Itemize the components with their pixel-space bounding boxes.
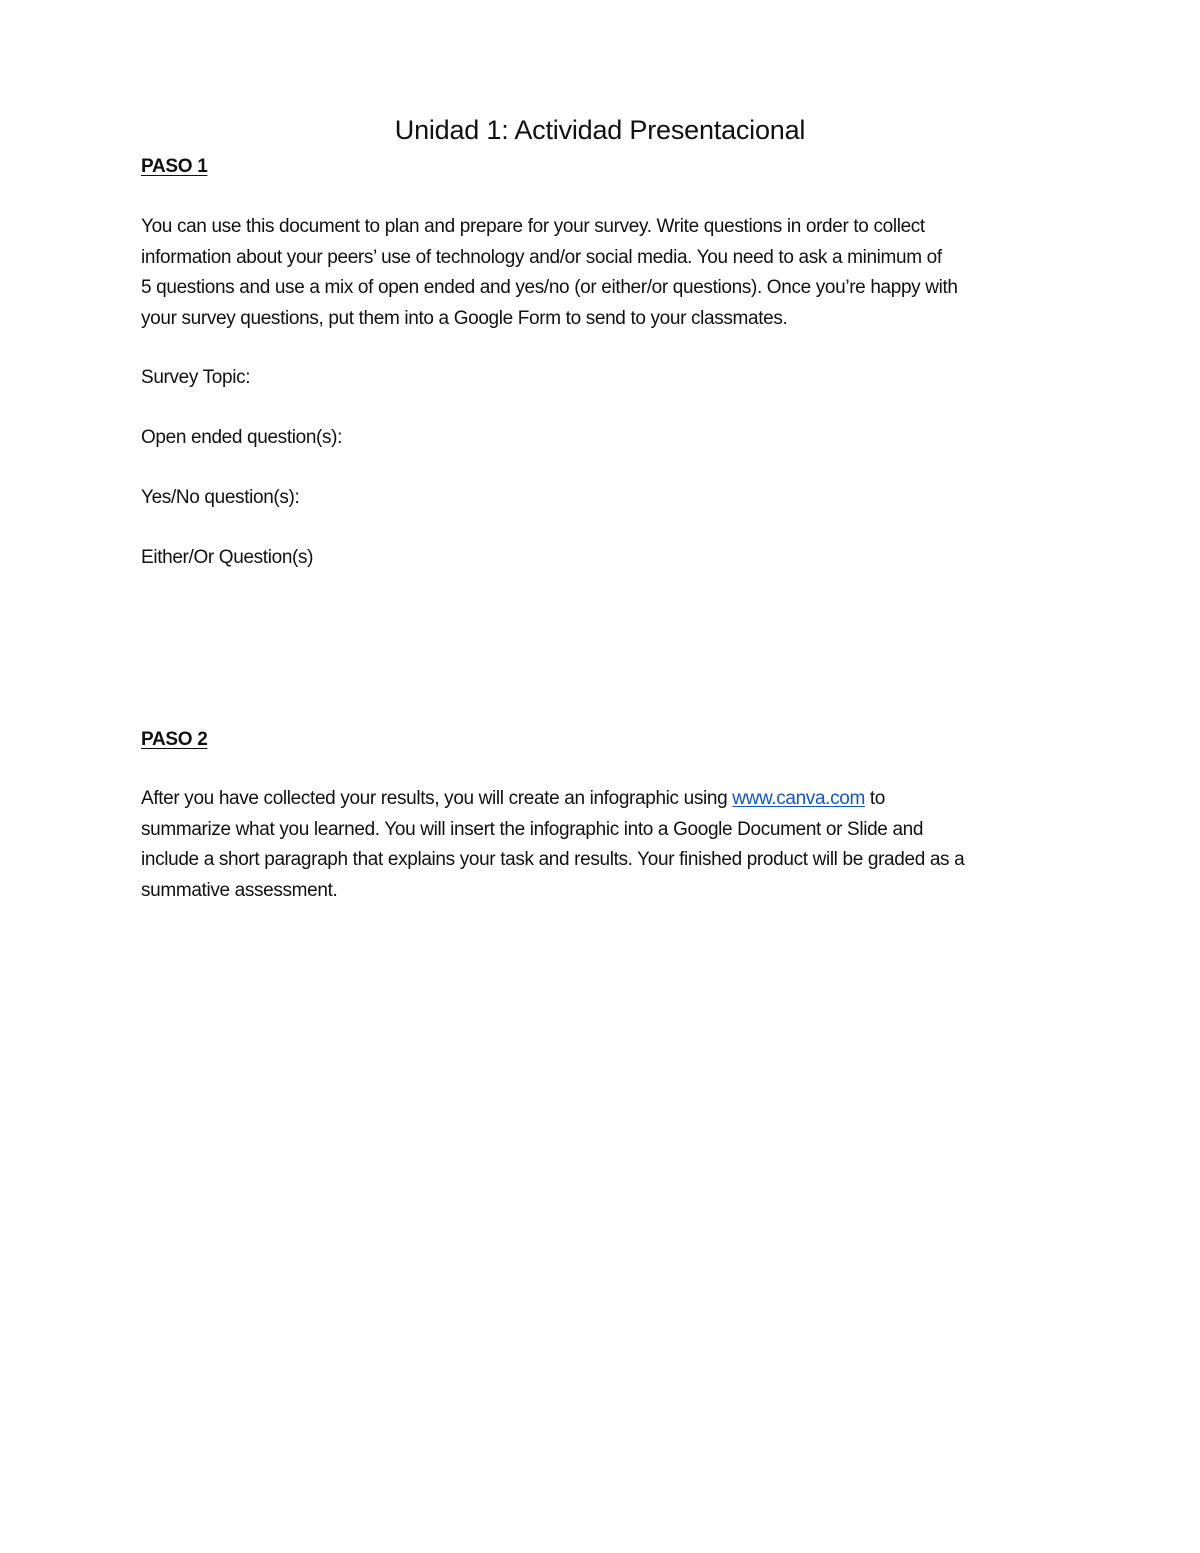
open-ended-questions-label: Open ended question(s): xyxy=(141,427,343,448)
paragraph-line: include a short paragraph that explains your task and results. Your finished product will be graded as a xyxy=(141,849,965,870)
paragraph-line-with-link xyxy=(141,784,1071,815)
survey-topic-label: Survey Topic: xyxy=(141,367,251,388)
canva-link[interactable]: www.canva.com xyxy=(732,788,865,809)
paso-2-heading: PASO 2 xyxy=(141,729,208,750)
document-title: Unidad 1: Actividad Presentacional xyxy=(394,115,806,145)
paragraph-line: You can use this document to plan and prepare for your survey. Write questions in order to collect xyxy=(141,216,925,237)
paso-1-heading: PASO 1 xyxy=(141,156,208,177)
paragraph-text: After you have collected your results, you will create an infographic using xyxy=(141,788,733,809)
yes-no-questions-label: Yes/No question(s): xyxy=(141,487,300,508)
paso-2-paragraph xyxy=(141,784,1071,906)
either-or-questions-label: Either/Or Question(s) xyxy=(141,547,314,568)
paragraph-line: summarize what you learned. You will insert the infographic into a Google Document or Slide and xyxy=(141,818,924,840)
paragraph-line: summative assessment. xyxy=(141,879,338,901)
paragraph-line: information about your peers’ use of technology and/or social media. You need to ask a minimum of xyxy=(141,246,942,268)
paragraph-text: to xyxy=(864,788,886,809)
paso-1-paragraph xyxy=(141,212,1071,334)
paragraph-line: 5 questions and use a mix of open ended and yes/no (or either/or questions). Once you’re happy with xyxy=(141,277,958,298)
paragraph-line: your survey questions, put them into a Google Form to send to your classmates. xyxy=(141,307,788,329)
